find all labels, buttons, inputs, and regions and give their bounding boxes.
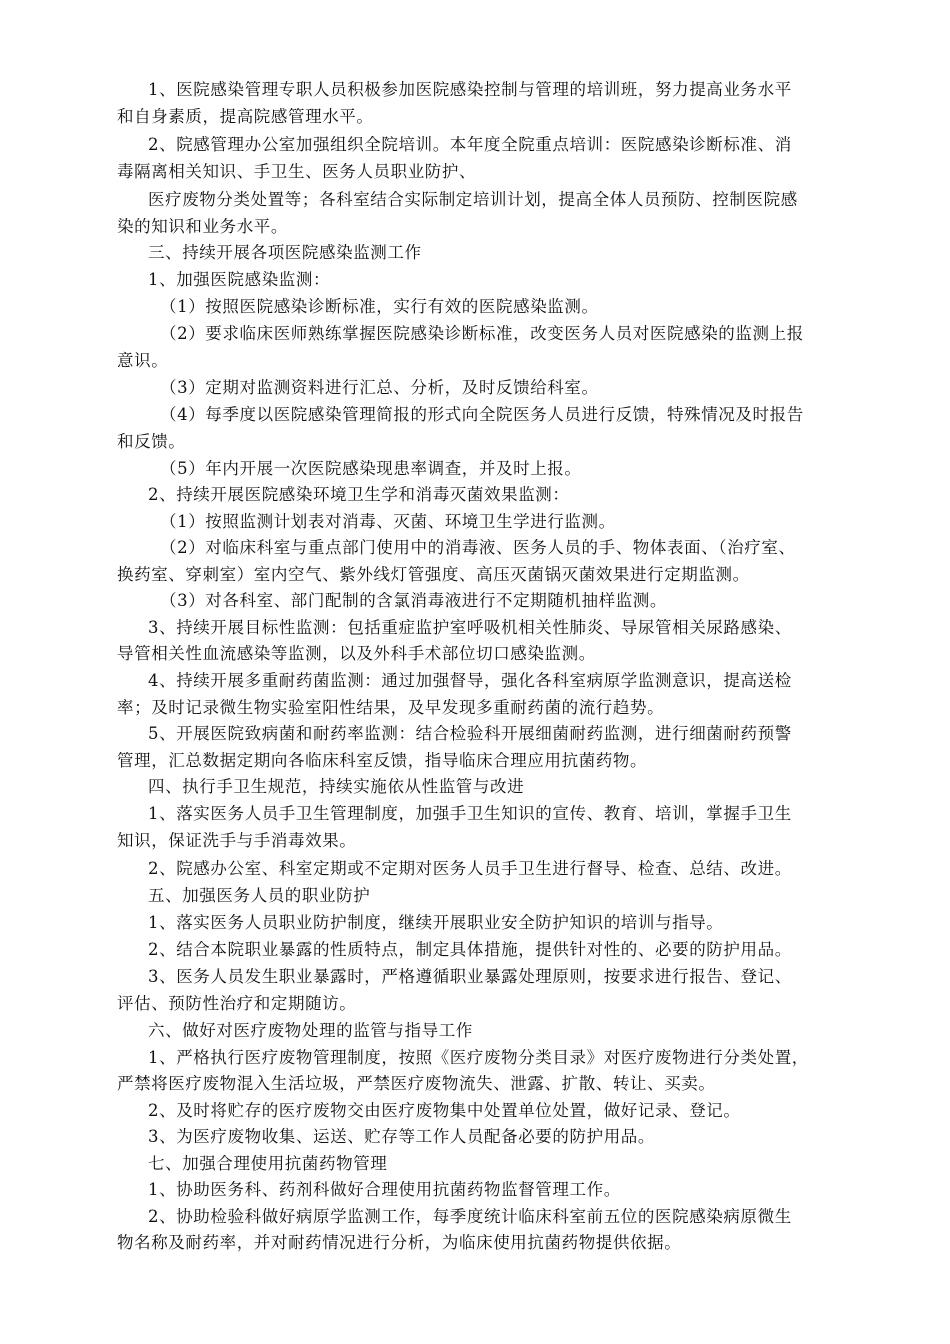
list-item: （2）对临床科室与重点部门使用中的消毒液、医务人员的手、物体表面、（治疗室、 [160, 538, 796, 557]
paragraph-line: 3、为医疗废物收集、运送、贮存等工作人员配备必要的防护用品。 [148, 1127, 655, 1146]
paragraph-line: 2、结合本院职业暴露的性质特点，制定具体措施，提供针对性的、必要的防护用品。 [148, 940, 792, 959]
paragraph-line: 2、持续开展医院感染环境卫生学和消毒灭菌效果监测： [148, 485, 570, 504]
list-item: （5）年内开展一次医院感染现患率调查，并及时上报。 [160, 459, 582, 478]
paragraph-line: 知识，保证洗手与手消毒效果。 [117, 831, 357, 850]
list-item: （1）按照监测计划表对消毒、灭菌、环境卫生学进行监测。 [160, 512, 616, 531]
paragraph-line: 物名称及耐药率，并对耐药情况进行分析，为临床使用抗菌药物提供依据。 [117, 1233, 682, 1252]
list-item: （4）每季度以医院感染管理简报的形式向全院医务人员进行反馈，特殊情况及时报告 [160, 405, 804, 424]
section-heading: 六、做好对医疗废物处理的监管与指导工作 [148, 1021, 473, 1040]
paragraph-line: 换药室、穿刺室）室内空气、紫外线灯管强度、高压灭菌锅灭菌效果进行定期监测。 [117, 565, 750, 584]
section-heading: 七、加强合理使用抗菌药物管理 [148, 1154, 388, 1173]
paragraph-line: 毒隔离相关知识、手卫生、医务人员职业防护、 [117, 162, 477, 181]
paragraph-line: 3、医务人员发生职业暴露时，严格遵循职业暴露处理原则，按要求进行报告、登记、 [148, 967, 792, 986]
paragraph-line: 和自身素质，提高院感管理水平。 [117, 107, 374, 126]
paragraph-line: 1、协助医务科、药剂科做好合理使用抗菌药物监督管理工作。 [148, 1180, 621, 1199]
paragraph-line: 1、严格执行医疗废物管理制度，按照《医疗废物分类目录》对医疗废物进行分类处置， [148, 1048, 809, 1067]
list-item: （3）定期对监测资料进行汇总、分析，及时反馈给科室。 [160, 378, 599, 397]
paragraph-line: 4、持续开展多重耐药菌监测：通过加强督导，强化各科室病原学监测意识，提高送检 [148, 671, 792, 690]
paragraph-line: 2、院感办公室、科室定期或不定期对医务人员手卫生进行督导、检查、总结、改进。 [148, 859, 792, 878]
paragraph-line: 意识。 [117, 351, 169, 370]
paragraph-line: 5、开展医院致病菌和耐药率监测：结合检验科开展细菌耐药监测，进行细菌耐药预警 [148, 724, 792, 743]
paragraph-line: 2、协助检验科做好病原学监测工作，每季度统计临床科室前五位的医院感染病原微生 [148, 1207, 792, 1226]
paragraph-line: 导管相关性血流感染等监测，以及外科手术部位切口感染监测。 [117, 644, 596, 663]
section-heading: 五、加强医务人员的职业防护 [148, 886, 371, 905]
list-item: （1）按照医院感染诊断标准，实行有效的医院感染监测。 [160, 297, 599, 316]
paragraph-line: 1、医院感染管理专职人员积极参加医院感染控制与管理的培训班，努力提高业务水平 [148, 80, 792, 99]
paragraph-line: 2、院感管理办公室加强组织全院培训。本年度全院重点培训：医院感染诊断标准、消 [148, 135, 792, 154]
list-item: （2）要求临床医师熟练掌握医院感染诊断标准，改变医务人员对医院感染的监测上报 [160, 324, 804, 343]
paragraph-line: 率；及时记录微生物实验室阳性结果，及早发现多重耐药菌的流行趋势。 [117, 698, 665, 717]
paragraph-line: 2、及时将贮存的医疗废物交由医疗废物集中处置单位处置，做好记录、登记。 [148, 1101, 741, 1120]
paragraph-line: 医疗废物分类处置等；各科室结合实际制定培训计划，提高全体人员预防、控制医院感 [148, 190, 798, 209]
paragraph-line: 1、加强医院感染监测： [148, 270, 331, 289]
paragraph-line: 染的知识和业务水平。 [117, 217, 288, 236]
list-item: （3）对各科室、部门配制的含氯消毒液进行不定期随机抽样监测。 [160, 591, 667, 610]
paragraph-line: 和反馈。 [117, 432, 186, 451]
section-heading: 四、执行手卫生规范，持续实施依从性监管与改进 [148, 777, 525, 796]
paragraph-line: 1、落实医务人员职业防护制度，继续开展职业安全防护知识的培训与指导。 [148, 913, 724, 932]
paragraph-line: 管理，汇总数据定期向各临床科室反馈，指导临床合理应用抗菌药物。 [117, 751, 648, 770]
paragraph-line: 严禁将医疗废物混入生活垃圾，严禁医疗废物流失、泄露、扩散、转让、买卖。 [117, 1074, 716, 1093]
paragraph-line: 1、落实医务人员手卫生管理制度，加强手卫生知识的宣传、教育、培训，掌握手卫生 [148, 804, 792, 823]
paragraph-line: 3、持续开展目标性监测：包括重症监护室呼吸机相关性肺炎、导尿管相关尿路感染、 [148, 618, 792, 637]
section-heading: 三、持续开展各项医院感染监测工作 [148, 243, 422, 262]
paragraph-line: 评估、预防性治疗和定期随访。 [117, 994, 357, 1013]
